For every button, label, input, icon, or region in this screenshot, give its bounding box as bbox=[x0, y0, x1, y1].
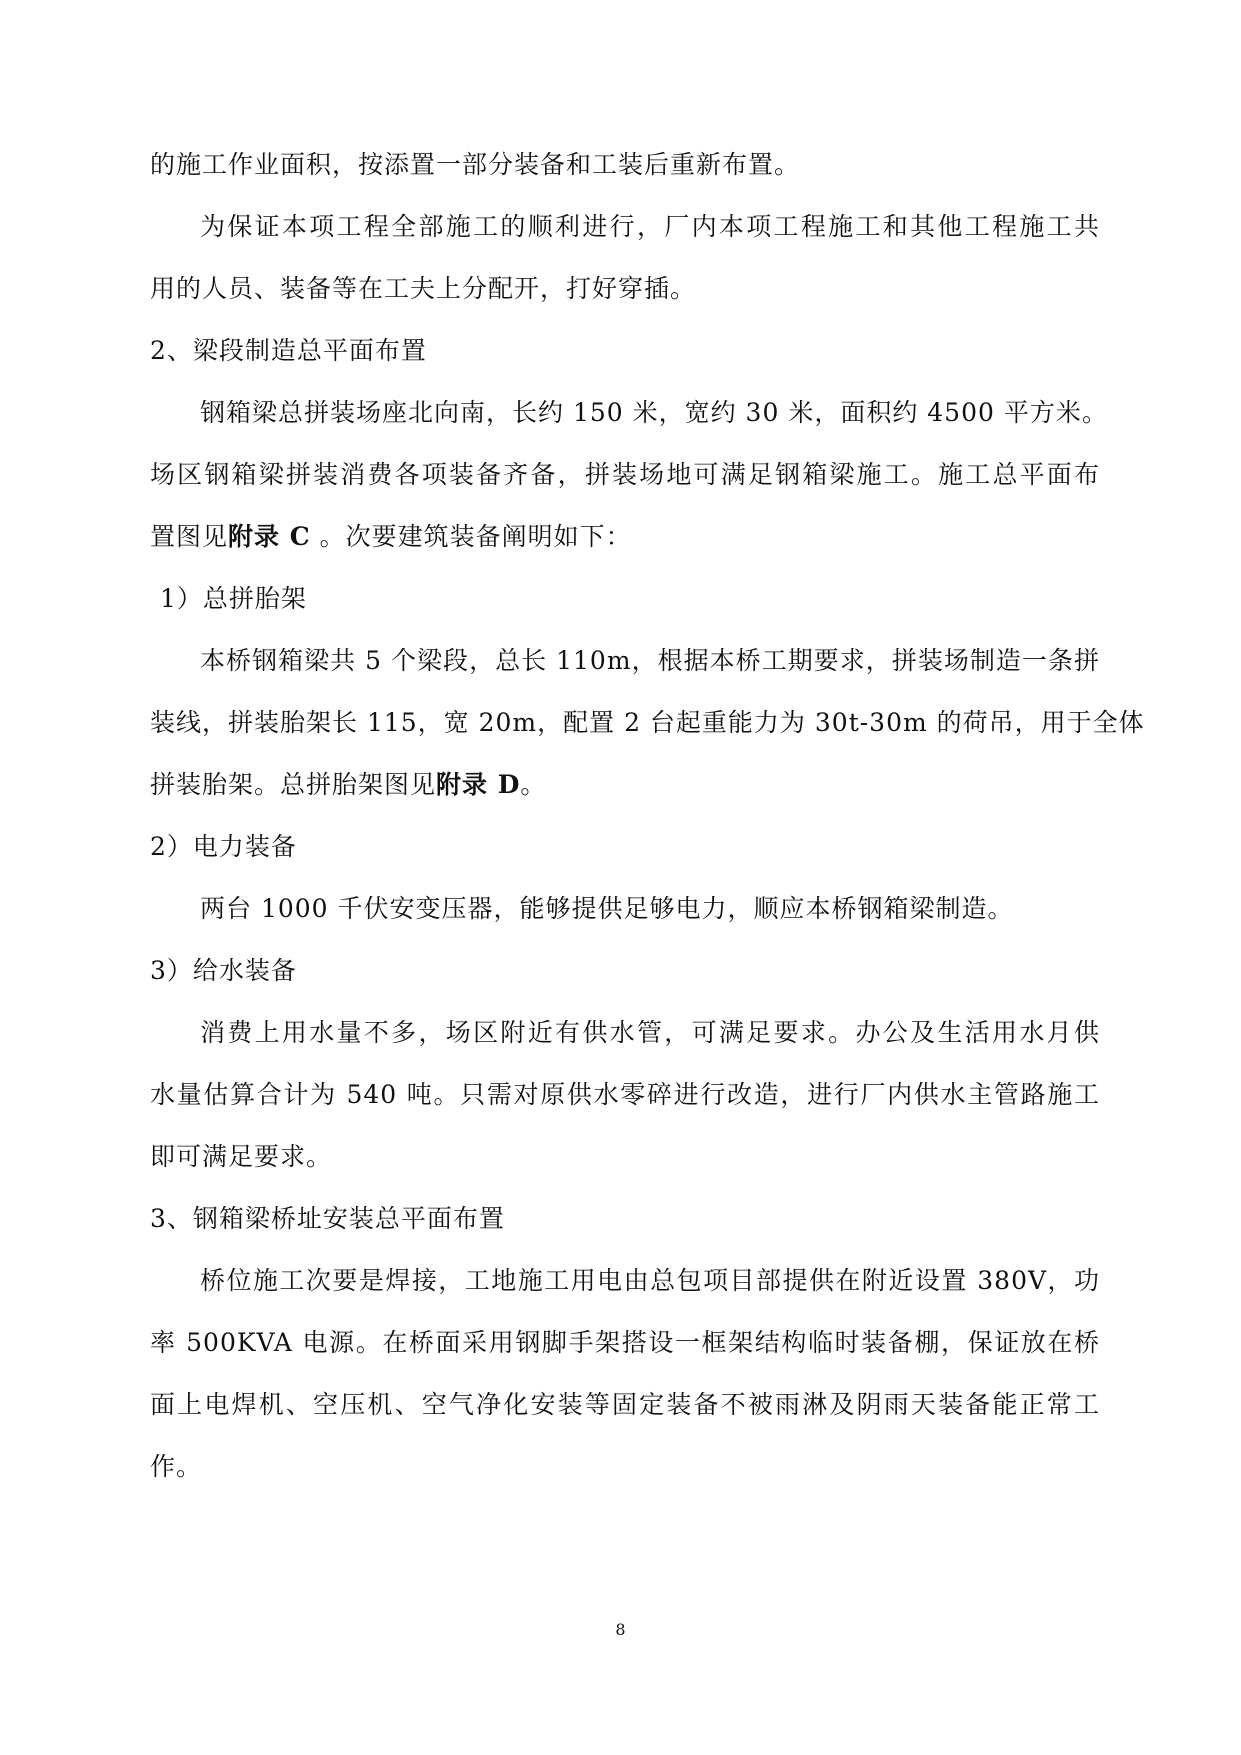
appendix-reference: 附录 D bbox=[436, 770, 521, 799]
paragraph-line: 率 500KVA 电源。在桥面采用钢脚手架搭设一框架结构临时装备棚，保证放在桥 bbox=[150, 1328, 1100, 1357]
paragraph-line: 本桥钢箱梁共 5 个梁段，总长 110m，根据本桥工期要求，拼装场制造一条拼 bbox=[200, 646, 1100, 675]
subsection-heading: 3）给水装备 bbox=[150, 956, 297, 985]
paragraph-line: 的施工作业面积，按添置一部分装备和工装后重新布置。 bbox=[150, 150, 801, 179]
paragraph-line: 为保证本项工程全部施工的顺利进行，厂内本项工程施工和其他工程施工共 bbox=[200, 212, 1100, 241]
subsection-heading: 2）电力装备 bbox=[150, 832, 297, 861]
paragraph-line: 装线，拼装胎架长 115，宽 20m，配置 2 台起重能力为 30t-30m 的荷吊，用于全体 bbox=[150, 708, 1145, 737]
text-run: 。 bbox=[520, 770, 547, 799]
paragraph-line: 场区钢箱梁拼装消费各项装备齐备，拼装场地可满足钢箱梁施工。施工总平面布 bbox=[150, 460, 1100, 489]
paragraph-line: 用的人员、装备等在工夫上分配开，打好穿插。 bbox=[150, 274, 697, 303]
paragraph-line: 两台 1000 千伏安变压器，能够提供足够电力，顺应本桥钢箱梁制造。 bbox=[200, 894, 1014, 923]
paragraph-line: 即可满足要求。 bbox=[150, 1142, 333, 1171]
paragraph-line bbox=[150, 768, 1100, 802]
text-run: 拼装胎架。总拼胎架图见 bbox=[150, 770, 437, 799]
text-run: 。次要建筑装备阐明如下： bbox=[310, 522, 632, 551]
paragraph-line: 作。 bbox=[150, 1452, 203, 1481]
paragraph-line bbox=[150, 520, 1100, 554]
appendix-reference: 附录 C bbox=[228, 522, 311, 551]
paragraph-line: 面上电焊机、空压机、空气净化安装等固定装备不被雨淋及阴雨天装备能正常工 bbox=[150, 1390, 1100, 1419]
page-number: 8 bbox=[615, 1620, 626, 1639]
section-heading: 2、梁段制造总平面布置 bbox=[150, 336, 427, 365]
paragraph-line: 钢箱梁总拼装场座北向南，长约 150 米，宽约 30 米，面积约 4500 平方米。 bbox=[200, 398, 1108, 427]
paragraph-line: 桥位施工次要是焊接，工地施工用电由总包项目部提供在附近设置 380V，功 bbox=[200, 1266, 1100, 1295]
subsection-heading: 1）总拼胎架 bbox=[160, 584, 307, 613]
paragraph-line: 水量估算合计为 540 吨。只需对原供水零碎进行改造，进行厂内供水主管路施工 bbox=[150, 1080, 1100, 1109]
paragraph-line: 消费上用水量不多，场区附近有供水管，可满足要求。办公及生活用水月供 bbox=[200, 1018, 1100, 1047]
text-run: 置图见 bbox=[150, 522, 229, 551]
section-heading: 3、钢箱梁桥址安装总平面布置 bbox=[150, 1204, 505, 1233]
